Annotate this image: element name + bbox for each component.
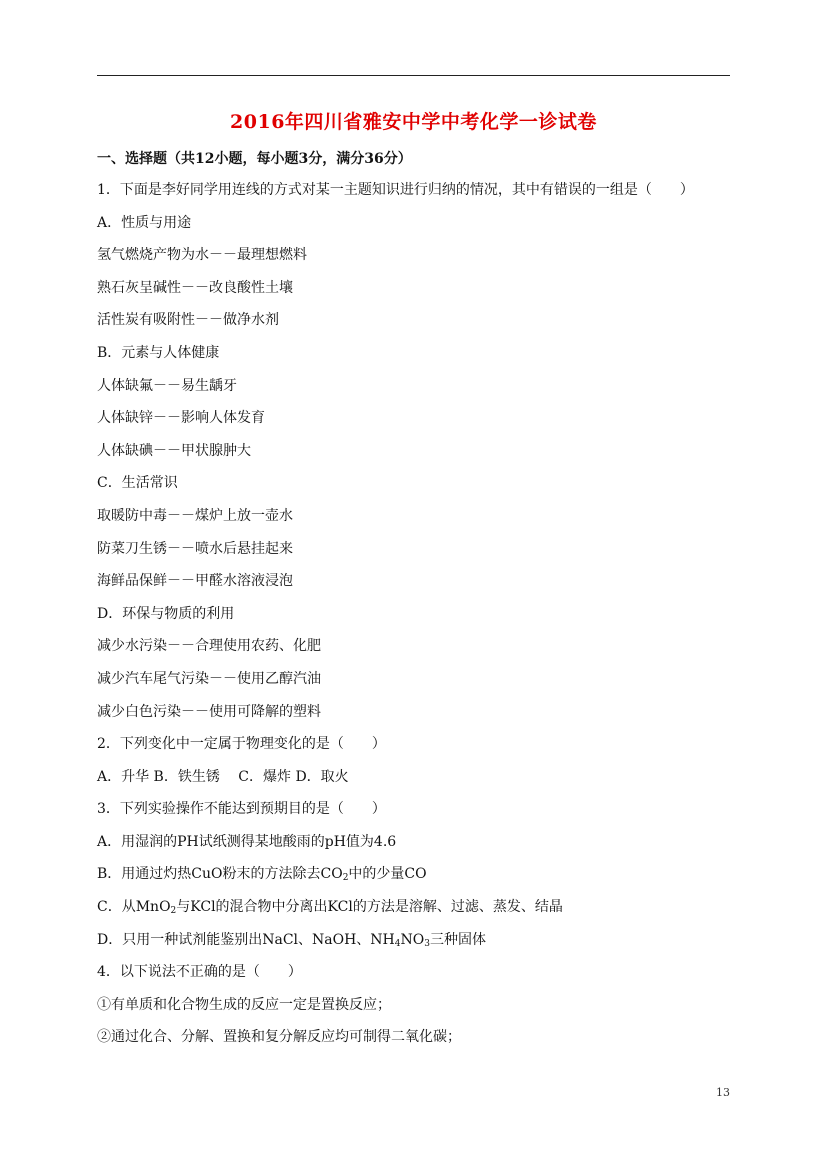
text-line: ②通过化合、分解、置换和复分解反应均可制得二氧化碳； [97,1029,461,1046]
question3-option-b: B．用通过灼热CuO粉末的方法除去$CO_2$中的少量CO [97,866,427,884]
section-heading: 一、选择题（共12小题，每小题3分，满分36分） [97,151,412,167]
text-line: 熟石灰呈碱性－－改良酸性土壤 [97,279,293,296]
text-line: D．环保与物质的利用 [97,605,235,622]
text-line: 取暖防中毒－－煤炉上放一壶水 [97,507,293,524]
text-line: ①有单质和化合物生成的反应一定是置换反应； [97,996,391,1013]
text-line: 1．下面是李好同学用连线的方式对某一主题知识进行归纳的情况，其中有错误的一组是（ ） [97,182,694,198]
text-line: 氢气燃烧产物为水－－最理想燃料 [97,247,307,264]
text-line: A．性质与用途 [97,214,192,231]
text-line: 4．以下说法不正确的是（ ） [97,964,302,981]
text-line: 人体缺氟－－易生龋牙 [97,377,237,394]
question3-option-d: D．只用一种试剂能鉴别出NaCl、NaOH、$NH_4NO_3$三种固体 [97,931,486,949]
page-number: 13 [716,1086,730,1099]
text-line: 2．下列变化中一定属于物理变化的是（ ） [97,736,386,753]
text-line: 减少白色污染－－使用可降解的塑料 [97,703,321,720]
text-line: 人体缺锌－－影响人体发育 [97,410,265,427]
text-line: 防菜刀生锈－－喷水后悬挂起来 [97,540,293,557]
text-line: A．升华 B．铁生锈 C．爆炸 D．取火 [97,768,349,785]
text-line: 3．下列实验操作不能达到预期目的是（ ） [97,801,386,818]
text-line: 海鲜品保鲜－－甲醛水溶液浸泡 [97,573,293,590]
text-line: A．用湿润的PH试纸测得某地酸雨的pH值为4.6 [97,833,397,850]
text-line: 减少水污染－－合理使用农药、化肥 [97,638,321,655]
question-body [97,180,737,1060]
header-rule [97,75,730,76]
text-line: 活性炭有吸附性－－做净水剂 [97,312,279,329]
text-line: B．元素与人体健康 [97,344,220,361]
text-line: C．生活常识 [97,475,178,492]
text-line: 减少汽车尾气污染－－使用乙醇汽油 [97,670,321,687]
page-title: 2016年四川省雅安中学中考化学一诊试卷 [230,111,597,133]
text-line: 人体缺碘－－甲状腺肿大 [97,442,251,459]
question3-option-c: C．从MnO$_2$与KCl的混合物中分离出KCl的方法是溶解、过滤、蒸发、结晶 [97,899,563,917]
